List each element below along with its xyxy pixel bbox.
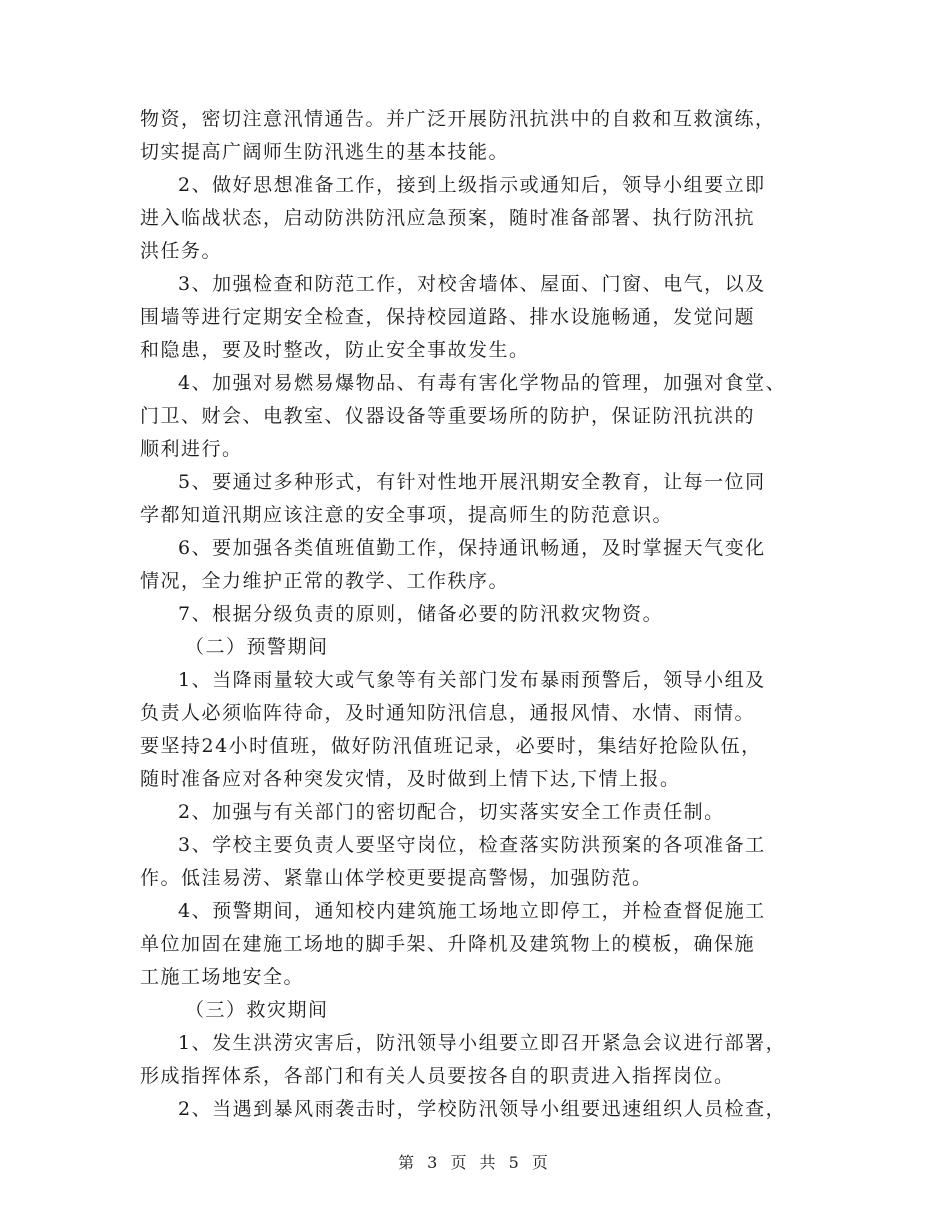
- text-line: 1、当降雨量较大或气象等有关部门发布暴雨预警后，领导小组及: [178, 669, 766, 691]
- text-line: 围墙等进行定期安全检查，保持校园道路、排水设施畅通，发觉问题: [140, 306, 756, 328]
- page-footer: 第 3 页 共 5 页: [398, 1153, 552, 1172]
- text-line: 单位加固在建施工场地的脚手架、升降机及建筑物上的模板，确保施: [140, 933, 756, 955]
- document-body: [140, 103, 820, 1126]
- text-line: 5、要通过多种形式，有针对性地开展汛期安全教育，让每一位同: [178, 471, 766, 493]
- text-line: 随时准备应对各种突发灾情，及时做到上情下达,下情上报。: [140, 768, 681, 790]
- text-line: 工施工场地安全。: [140, 966, 305, 988]
- text-line: 3、加强检查和防范工作，对校舍墙体、屋面、门窗、电气，以及: [178, 273, 766, 295]
- text-line: 切实提高广阔师生防汛逃生的基本技能。: [140, 141, 510, 163]
- text-line: 4、加强对易燃易爆物品、有毒有害化学物品的管理，加强对食堂、: [178, 372, 787, 394]
- text-line: 4、预警期间，通知校内建筑施工场地立即停工，并检查督促施工: [178, 900, 766, 922]
- section-heading: （三）救灾期间: [185, 999, 329, 1021]
- text-line: 2、做好思想准备工作，接到上级指示或通知后，领导小组要立即: [178, 174, 766, 196]
- text-line: 进入临战状态，启动防洪防汛应急预案，随时准备部署、执行防汛抗: [140, 207, 756, 229]
- text-line: 7、根据分级负责的原则，储备必要的防汛救灾物资。: [178, 603, 664, 625]
- text-line: 情况，全力维护正常的教学、工作秩序。: [140, 570, 510, 592]
- text-line: 门卫、财会、电教室、仪器设备等重要场所的防护，保证防汛抗洪的: [140, 405, 756, 427]
- text-line: 负责人必须临阵待命，及时通知防汛信息，通报风情、水情、雨情。: [140, 702, 756, 724]
- section-heading: （二）预警期间: [185, 636, 329, 658]
- text-line: 顺利进行。: [140, 438, 243, 460]
- text-line: 学都知道汛期应该注意的安全事项，提高师生的防范意识。: [140, 504, 674, 526]
- text-line: 2、加强与有关部门的密切配合，切实落实安全工作责任制。: [178, 801, 725, 823]
- text-line: 作。低洼易涝、紧靠山体学校更要提高警惕，加强防范。: [140, 867, 653, 889]
- text-line: 洪任务。: [140, 240, 223, 262]
- text-line: 3、学校主要负责人要坚守岗位，检查落实防洪预案的各项准备工: [178, 834, 766, 856]
- text-line: 1、发生洪涝灾害后，防汛领导小组要立即召开紧急会议进行部署，: [178, 1032, 787, 1054]
- text-line: 2、当遇到暴风雨袭击时，学校防汛领导小组要迅速组织人员检查，: [178, 1098, 787, 1120]
- text-line: 要坚持24小时值班，做好防汛值班记录，必要时，集结好抢险队伍，: [140, 735, 762, 757]
- text-line: 物资，密切注意汛情通告。并广泛开展防汛抗洪中的自救和互救演练，: [140, 108, 776, 130]
- text-line: 6、要加强各类值班值勤工作，保持通讯畅通，及时掌握天气变化: [178, 537, 766, 559]
- text-line: 和隐患，要及时整改，防止安全事故发生。: [140, 339, 530, 361]
- text-line: 形成指挥体系，各部门和有关人员要按各自的职责进入指挥岗位。: [140, 1065, 735, 1087]
